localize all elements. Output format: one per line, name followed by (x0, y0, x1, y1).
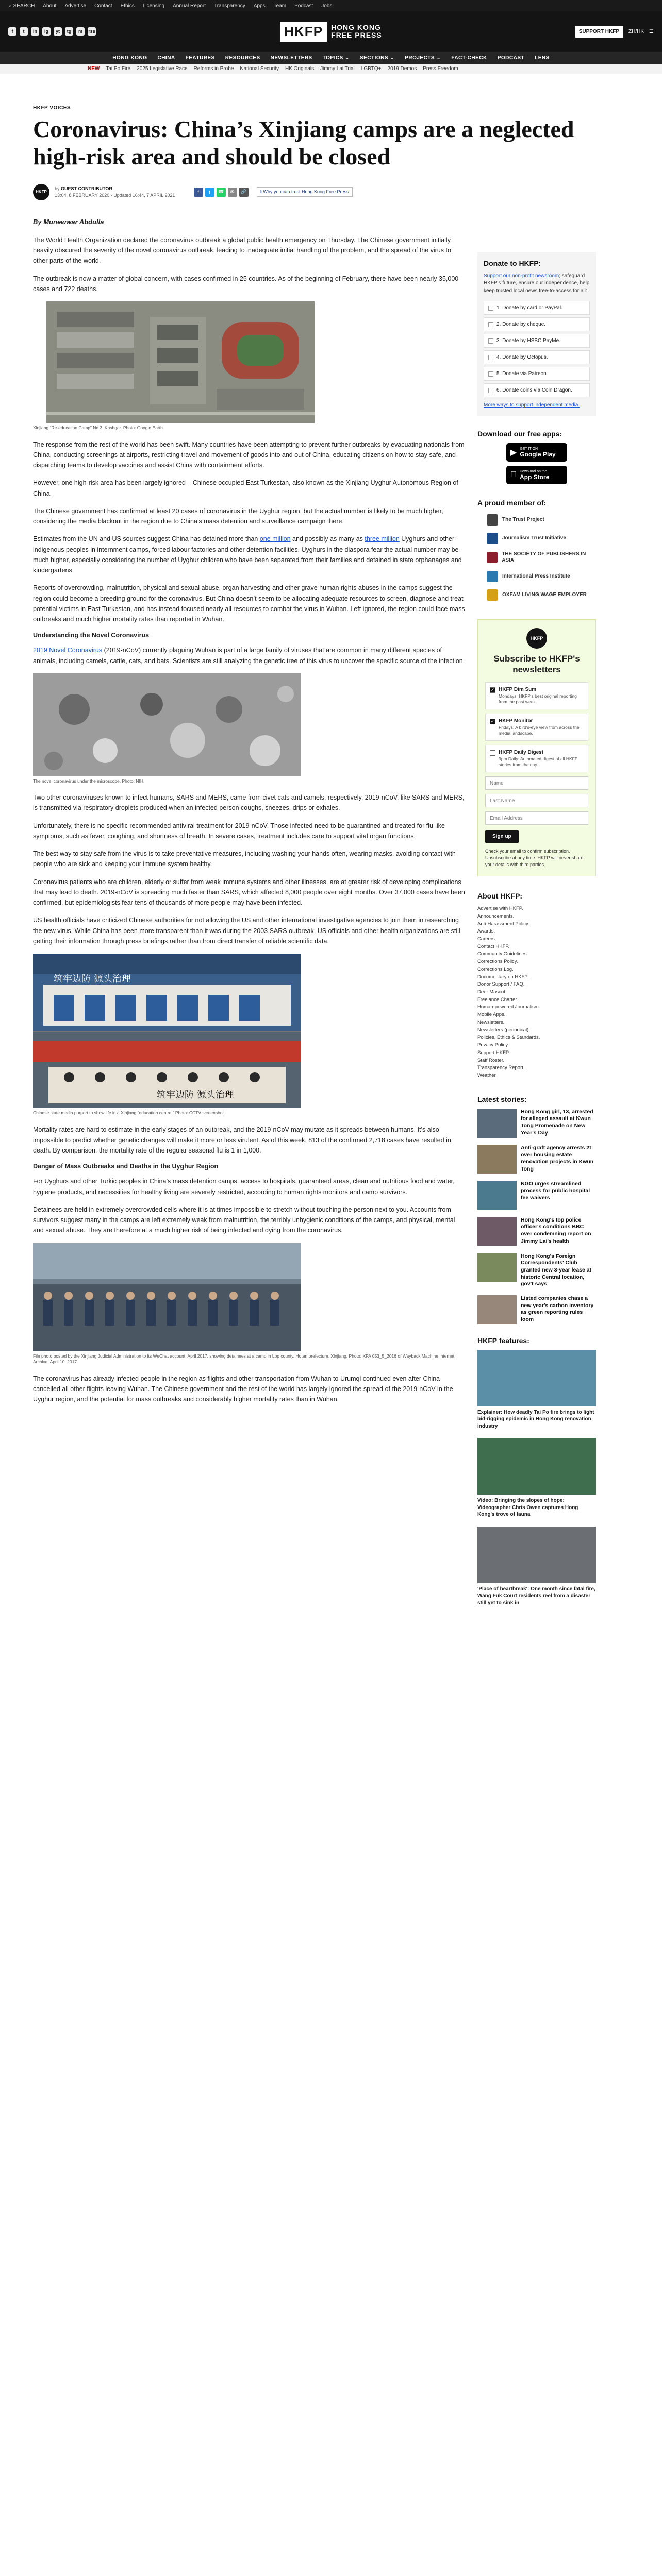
about-link[interactable]: Weather. (477, 1072, 497, 1078)
instagram-icon[interactable]: ig (42, 27, 51, 36)
about-link[interactable]: Donor Support / FAQ. (477, 981, 525, 988)
sopa-logo (487, 552, 498, 563)
donate-option-cheque[interactable]: 2. Donate by cheque. (484, 317, 590, 331)
support-hkfp-button[interactable]: SUPPORT HKFP (575, 26, 623, 38)
apps-title: Download our free apps: (477, 430, 562, 438)
newsletter-option-monitor[interactable]: ✓ HKFP Monitor Fridays: A bird's-eye view from across the media landscape. (485, 714, 588, 741)
membership-trust-project[interactable]: The Trust Project (487, 514, 596, 526)
about-link[interactable]: Documentary on HKFP. (477, 974, 529, 980)
newsletter-logo: HKFP (526, 628, 547, 649)
site-header (0, 11, 662, 52)
paragraph: Reports of overcrowding, malnutrition, physical and sexual abuse, organ harvesting and other grave human rights abuses in the camps suggest the region could become a breeding ground for the coronavirus. But China doesn’t seem to be allocating adequate resources to screen, diagnose and treat potential victims in East Turkestan, and has instead focused nearly all resources to combat the virus in Wuhan. Left ignored, the region could face mass outbreaks and much higher mortality rates than reported in Wuhan. (33, 584, 465, 623)
topbar-link-advertise[interactable]: Advertise (64, 3, 87, 9)
paragraph: The coronavirus has already infected people in the region as flights and other transportation from Wuhan to Urumqi continued even after China cancelled all other flights leaving Wuhan. The Chinese government and the rest of the world has largely ignored the spread of the 2019-nCoV in the Uyghur region, and the potential for mass outbreaks and considerably higher mortality rates than in Wuhan. (33, 1375, 453, 1403)
nav-resources[interactable]: RESOURCES (225, 55, 260, 61)
camp-satellite-image[interactable] (46, 301, 315, 423)
app-store-badge[interactable]: Download on the App Store (506, 466, 567, 484)
search-link[interactable]: ⌕ SEARCH (8, 3, 35, 9)
name-field[interactable] (485, 776, 588, 790)
figure-caption: File photo posted by the Xinjiang Judicial Administration to its WeChat account, April 2017, showing detainees at a camp in Lop county, Hotan prefecture, Xinjiang. Photo: XPA 053_5_2016 of Wayback Machine Internet Archive, April 10, 2017. (33, 1353, 455, 1365)
paragraph: The Chinese government has confirmed at least 20 cases of coronavirus in the Uyghur region, but the actual number is likely to be much higher, considering the media blackout in the region due to China’s mass detention and surveillance campaign there. (33, 507, 443, 525)
article-body (33, 218, 465, 1615)
share-buttons (194, 188, 249, 197)
trending-link[interactable]: HK Originals (285, 66, 315, 72)
latest-stories (477, 1095, 596, 1324)
donate-option-octopus[interactable]: 4. Donate by Octopus. (484, 350, 590, 364)
figure-detainees (33, 1243, 465, 1365)
article-dates: 13:04, 8 FEBRUARY 2020 · Updated 16:44, 7 APRIL 2021 (55, 192, 175, 198)
share-whatsapp-icon[interactable]: ☎ (217, 188, 226, 197)
membership-oxfam[interactable]: OXFAM LIVING WAGE EMPLOYER (487, 589, 596, 601)
inline-link-three-million[interactable]: three million (365, 535, 400, 543)
paragraph: Unfortunately, there is no specific recommended antiviral treatment for 2019-nCoV. Those infected need to be quarantined and treated for flu-like symptoms, such as fever, coughing, and shortness of breath. In severe cases, treatment includes care to support vital organ functions. (33, 822, 445, 840)
checkbox-icon (488, 355, 493, 360)
section-heading: Understanding the Novel Coronavirus (33, 632, 150, 639)
feature-story[interactable]: Video: Bringing the slopes of hope: Videographer Chris Owen captures Hong Kong's trove of fauna (477, 1438, 596, 1518)
inline-link-novel-coronavirus[interactable]: 2019 Novel Coronavirus (33, 647, 103, 654)
donate-option-payme[interactable]: 3. Donate by HSBC PayMe. (484, 334, 590, 348)
topbar-link-team[interactable]: Team (273, 3, 287, 9)
about-link[interactable]: Mobile Apps. (477, 1012, 506, 1018)
article-author: By Munewwar Abdulla (33, 217, 104, 226)
latest-title: Latest stories: (477, 1095, 527, 1104)
nav-features[interactable]: FEATURES (185, 55, 215, 61)
trending-link[interactable]: Tai Po Fire (106, 66, 131, 72)
newsletter-note: Check your email to confirm subscription. Unsubscribe at any time. HKFP will never share your details with third parties. (485, 849, 584, 867)
linkedin-icon[interactable]: in (31, 27, 39, 36)
about-link[interactable]: Deer Mascot. (477, 989, 507, 995)
trust-note-link[interactable]: ℹ Why you can trust Hong Kong Free Press (257, 187, 353, 197)
top-utility-bar (0, 0, 662, 11)
social-links (8, 27, 96, 36)
nav-fact-check[interactable]: FACT-CHECK (451, 55, 487, 61)
about-link[interactable]: Human-powered Journalism. (477, 1004, 540, 1010)
detainees-image[interactable] (33, 1243, 301, 1351)
about-link[interactable]: Contact HKFP. (477, 943, 510, 950)
byline (33, 184, 629, 200)
nav-hong-kong[interactable]: HONG KONG (112, 55, 147, 61)
topbar-link-jobs[interactable]: Jobs (321, 3, 333, 9)
nav-newsletters[interactable]: NEWSLETTERS (270, 55, 312, 61)
about-link[interactable]: Awards. (477, 928, 495, 935)
telegram-icon[interactable]: tg (65, 27, 73, 36)
figure-education-centre (33, 954, 465, 1116)
topbar-link-about[interactable]: About (43, 3, 57, 9)
story-thumbnail (477, 1295, 517, 1324)
about-link[interactable]: Community Guidelines. (477, 951, 528, 957)
newsletter-option-daily-digest[interactable]: HKFP Daily Digest 9pm Daily: Automated digest of all HKFP stories from the day. (485, 745, 588, 772)
article-header (0, 74, 662, 200)
nav-projects[interactable]: PROJECTS ⌄ (405, 55, 441, 61)
about-section (477, 892, 596, 1080)
play-store-icon: ▶ (510, 448, 517, 457)
about-link[interactable]: Careers. (477, 936, 496, 942)
article-title: Coronavirus: China’s Xinjiang camps are a neglected high-risk area and should be closed (33, 116, 574, 170)
trending-link[interactable]: 2025 Legislative Race (137, 66, 188, 72)
figure-caption: The novel coronavirus under the microscope. Photo: NIH. (33, 778, 145, 784)
detainees-illustration (33, 1243, 301, 1351)
about-title: About HKFP: (477, 892, 523, 901)
oxfam-logo (487, 589, 498, 601)
trending-link[interactable]: Reforms in Probe (193, 66, 234, 72)
search-icon: ⌕ (8, 3, 11, 9)
donate-more-link[interactable]: More ways to support independent media. (484, 402, 580, 409)
banner-text: 筑牢边防 源头治理 (54, 974, 131, 985)
paragraph: Two other coronaviruses known to infect humans, SARS and MERS, came from civet cats and camels, respectively. 2019-nCoV, like SARS and MERS, is transmitted via respiratory droplets produced when an infected person coughs, sneezes, drips or exhales. (33, 794, 465, 812)
about-link[interactable]: Announcements. (477, 913, 515, 919)
trending-link[interactable]: Jimmy Lai Trial (320, 66, 355, 72)
trending-link[interactable]: National Security (240, 66, 279, 72)
hkfp-features (477, 1336, 596, 1607)
topbar-link-annual-report[interactable]: Annual Report (173, 3, 206, 9)
latest-story[interactable]: Hong Kong's top police officer's conditions BBC over condemning report on Jimmy Lai's health (477, 1217, 596, 1246)
about-link[interactable]: Newsletters (periodical). (477, 1027, 530, 1033)
share-email-icon[interactable]: ✉ (228, 188, 237, 197)
paragraph: Detainees are held in extremely overcrowded cells where it is at times impossible to stretch without touching the person next to you. Accounts from survivors suggest many in the camps are left extremely weak from malnutrition, the terribly unhygienic conditions of the camps, and physical, mental and sexual abuse. They are therefore at a much higher risk of being infected and dying from the coronavirus. (33, 1206, 455, 1234)
membership-sopa[interactable]: THE SOCIETY OF PUBLISHERS IN ASIA (487, 551, 596, 564)
about-link[interactable]: Corrections Policy. (477, 959, 518, 965)
latest-story[interactable]: NGO urges streamlined process for public hospital fee waivers (477, 1181, 596, 1210)
twitter-icon[interactable]: t (20, 27, 28, 36)
virus-microscope-image[interactable] (33, 673, 301, 776)
apps-section (477, 430, 596, 484)
about-link[interactable]: Support HKFP. (477, 1049, 510, 1056)
trending-link[interactable]: Press Freedom (423, 66, 458, 72)
about-link[interactable]: Anti-Harassment Policy. (477, 921, 529, 927)
checkbox-icon (488, 388, 493, 393)
section-heading: Danger of Mass Outbreaks and Deaths in the Uyghur Region (33, 1163, 219, 1171)
features-title: HKFP features: (477, 1336, 529, 1345)
sign-up-button[interactable]: Sign up (485, 830, 519, 843)
nav-podcast[interactable]: PODCAST (497, 55, 525, 61)
microscope-illustration (33, 673, 301, 776)
byline-meta: by GUEST CONTRIBUTOR 13:04, 8 FEBRUARY 2020 · Updated 16:44, 7 APRIL 2021 (55, 186, 175, 198)
trending-new-badge: NEW (88, 66, 100, 72)
logo-wordmark: HONG KONG FREE PRESS (331, 23, 382, 39)
satellite-illustration (46, 301, 315, 423)
logo-mark: HKFP (280, 22, 327, 42)
latest-story[interactable]: Hong Kong's Foreign Correspondents' Club granted new 3-year lease at historic Central location, gov't says (477, 1253, 596, 1288)
about-link[interactable]: Policies, Ethics & Standards. (477, 1035, 540, 1041)
google-play-badge[interactable]: ▶ GET IT ON Google Play (506, 443, 567, 462)
facebook-icon[interactable]: f (8, 27, 16, 36)
donate-option-card[interactable]: 1. Donate by card or PayPal. (484, 301, 590, 315)
checkbox-icon[interactable] (490, 750, 495, 756)
membership-ipi[interactable]: International Press Institute (487, 571, 596, 582)
feature-story[interactable]: 'Place of heartbreak': One month since fatal fire, Wang Fuk Court residents reel from a disaster still yet to sink in (477, 1527, 596, 1607)
language-switch[interactable]: ZH/HK (628, 28, 644, 35)
about-link[interactable]: Staff Roster. (477, 1057, 505, 1063)
header-actions (575, 26, 654, 38)
feature-image (477, 1527, 596, 1583)
paragraph: The outbreak is now a matter of global concern, with cases confirmed in 25 countries. As of the beginning of February, there have been nearly 35,000 cases and 722 deaths. (33, 275, 459, 293)
checkbox-icon (488, 306, 493, 311)
feature-story[interactable]: Explainer: How deadly Tai Po fire brings to light bid-rigging epidemic in Hong Kong renovation industry (477, 1350, 596, 1430)
feature-image (477, 1438, 596, 1495)
checkbox-icon (488, 322, 493, 327)
latest-story[interactable]: Listed companies chase a new year's carbon inventory as green reporting rules loom (477, 1295, 596, 1324)
nav-china[interactable]: CHINA (157, 55, 175, 61)
youtube-icon[interactable]: yt (54, 27, 62, 36)
education-centre-illustration (33, 954, 301, 1108)
rss-icon[interactable]: rss (88, 27, 96, 36)
topbar-link-ethics[interactable]: Ethics (120, 3, 135, 9)
inline-link-one-million[interactable]: one million (259, 535, 291, 543)
banner-text: 筑牢边防 源头治理 (157, 1090, 234, 1101)
author-avatar: HKFP (33, 184, 49, 200)
menu-icon[interactable]: ☰ (649, 28, 654, 35)
about-link[interactable]: Corrections Log. (477, 966, 514, 972)
figure-caption: Xinjiang “Re-education Camp” No.3, Kashgar. Photo: Google Earth. (33, 425, 164, 431)
latest-story[interactable]: Hong Kong girl, 13, arrested for alleged assault at Kwun Tong Promenade on New Year's Day (477, 1109, 596, 1138)
checkbox-icon (488, 338, 493, 344)
article-kicker[interactable]: HKFP VOICES (33, 105, 71, 111)
byline-name[interactable]: GUEST CONTRIBUTOR (61, 186, 112, 192)
about-link[interactable]: Freelance Charter. (477, 996, 518, 1003)
checkbox-checked-icon[interactable]: ✓ (490, 687, 495, 693)
about-link[interactable]: Newsletters. (477, 1019, 505, 1025)
share-twitter-icon[interactable]: t (205, 188, 214, 197)
topbar-link-apps[interactable]: Apps (253, 3, 266, 9)
about-list (477, 905, 596, 1080)
donate-title: Donate to HKFP: (484, 259, 541, 267)
mastodon-icon[interactable]: m (76, 27, 85, 36)
paragraph: US health officials have criticized Chinese authorities for not allowing the US and other international investigative agencies to join them in researching the new virus. While China has been more transparent than it was during the 2003 SARS outbreak, US officials and other health organizations are still getting their information through press briefings rather than from direct transfer of reliable scientific data. (33, 917, 460, 945)
newsletter-title: Subscribe to HKFP's newsletters (493, 654, 580, 674)
story-thumbnail (477, 1181, 517, 1210)
paragraph: The World Health Organization declared the coronavirus outbreak a global public health emergency on Thursday. The Chinese government initially heavily obscured the severity of the novel coronavirus outbreak, leading to inadequate initial handling of the problem, and the spread of the virus to other parts of the world. (33, 236, 451, 265)
sidebar (477, 218, 596, 1615)
latest-story[interactable]: Anti-graft agency arrests 21 over housing estate renovation projects in Kwun Tong (477, 1145, 596, 1174)
trending-bar (0, 64, 662, 74)
story-thumbnail (477, 1109, 517, 1138)
figure-virus-microscope (33, 673, 465, 784)
newsletter-option-dim-sum[interactable]: ✓ HKFP Dim Sum Mondays: HKFP's best original reporting from the past week. (485, 682, 588, 709)
share-link-icon[interactable]: 🔗 (239, 188, 249, 197)
donate-lead-link[interactable]: Support our non-profit newsroom (484, 273, 559, 279)
email-field[interactable] (485, 811, 588, 825)
paragraph: The best way to stay safe from the virus is to take preventative measures, including washing your hands often, wearing masks, avoiding contact with people who are sick and keeping your immune system healthy. (33, 850, 456, 868)
about-link[interactable]: Privacy Policy. (477, 1042, 509, 1048)
nav-lens[interactable]: LENS (535, 55, 550, 61)
apple-icon (510, 470, 517, 480)
feature-image (477, 1350, 596, 1406)
main-nav (0, 52, 662, 64)
paragraph: For Uyghurs and other Turkic peoples in China’s mass detention camps, access to hospitals, guaranteed areas, clean and nutritious food and water, hygiene products, and necessities for healthy living are severely restricted, according to human rights monitors and camp survivors. (33, 1178, 455, 1196)
jti-logo (487, 533, 498, 544)
ipi-logo (487, 571, 498, 582)
topbar-link-podcast[interactable]: Podcast (294, 3, 313, 9)
paragraph: However, one high-risk area has been largely ignored – Chinese occupied East Turkestan, also known as the Xinjiang Uyghur Autonomous Region of China. (33, 479, 458, 497)
nav-topics[interactable]: TOPICS ⌄ (322, 55, 350, 61)
newsletter-signup (477, 619, 596, 876)
proud-title: A proud member of: (477, 499, 547, 507)
last-name-field[interactable] (485, 794, 588, 807)
paragraph: The response from the rest of the world has been swift. Many countries have been attempting to prevent further outbreaks by evacuating nationals from China, conducting screenings at airports, restricting travel and movement of goods into and out of China, educating citizens on how to stay safe, and dispatching teams to develop vaccines and assist China with containment efforts. (33, 440, 465, 469)
topbar-link-transparency[interactable]: Transparency (214, 3, 245, 9)
about-link[interactable]: Transparency Report. (477, 1065, 525, 1071)
nav-sections[interactable]: SECTIONS ⌄ (359, 55, 395, 61)
figure-caption: Chinese state media purport to show life in a Xinjiang “education centre.” Photo: CCTV screenshot. (33, 1110, 225, 1116)
topbar-link-licensing[interactable]: Licensing (142, 3, 165, 9)
trending-link[interactable]: 2019 Demos (387, 66, 417, 72)
checkbox-icon (488, 371, 493, 377)
donate-box (477, 252, 596, 417)
membership-jti[interactable]: Journalism Trust Initiative (487, 533, 596, 544)
story-thumbnail (477, 1253, 517, 1282)
paragraph: 2019 Novel Coronavirus (2019-nCoV) currently plaguing Wuhan is part of a large family of viruses that are common in many different species of animals, including camels, cattle, cats, and bats. Scientists are still analyzing the genetic tree of this virus to uncover the specific source of the infection. (33, 647, 465, 665)
education-centre-image[interactable] (33, 954, 301, 1108)
figure-camp-satellite (33, 301, 465, 431)
site-logo[interactable] (280, 22, 382, 42)
content-layout (0, 218, 662, 1615)
memberships-section (477, 499, 596, 601)
paragraph: Coronavirus patients who are children, elderly or suffer from weak immune systems and other illnesses, are at greater risk of developing complications that may lead to death. 2019-nCoV is spreading much faster than SARS, which affected 8,000 people over eight months. Over 37,000 cases have been confirmed, but epidemiologists fear tens of thousands of more people may have been infected. (33, 878, 465, 907)
donate-option-patreon[interactable]: 5. Donate via Patreon. (484, 367, 590, 381)
story-thumbnail (477, 1145, 517, 1174)
donate-lead: Support our non-profit newsroom; safeguard HKFP's future, ensure our independence, help keep trusted local news free-to-access for all: (484, 273, 590, 294)
paragraph: Estimates from the UN and US sources suggest China has detained more than one million and possibly as many as three million Uyghurs and other indigenous peoples in internment camps, forced labour factories and other detention facilities. Uyghurs in the diaspora fear the actual number may be much higher, especially considering the number of Uyghur children who have been separated from their families and detained in state orphanages and kindergartens. (33, 535, 462, 574)
about-link[interactable]: Advertise with HKFP. (477, 906, 523, 912)
trending-link[interactable]: LGBTQ+ (360, 66, 382, 72)
donate-option-coin-dragon[interactable]: 6. Donate coins via Coin Dragon. (484, 383, 590, 397)
topbar-link-contact[interactable]: Contact (94, 3, 112, 9)
trust-project-logo (487, 514, 498, 526)
story-thumbnail (477, 1217, 517, 1246)
paragraph: Mortality rates are hard to estimate in the early stages of an outbreak, and the 2019-nCoV may mutate as it spreads between humans. It’s also impossible to predict whether genetic changes will make it more or less virulent. As of this week, 813 of the confirmed 2,718 cases have resulted in death. By comparison, the mortality rate of the regular seasonal flu is 1 in 1,000. (33, 1126, 451, 1155)
share-facebook-icon[interactable]: f (194, 188, 203, 197)
checkbox-checked-icon[interactable]: ✓ (490, 719, 495, 724)
